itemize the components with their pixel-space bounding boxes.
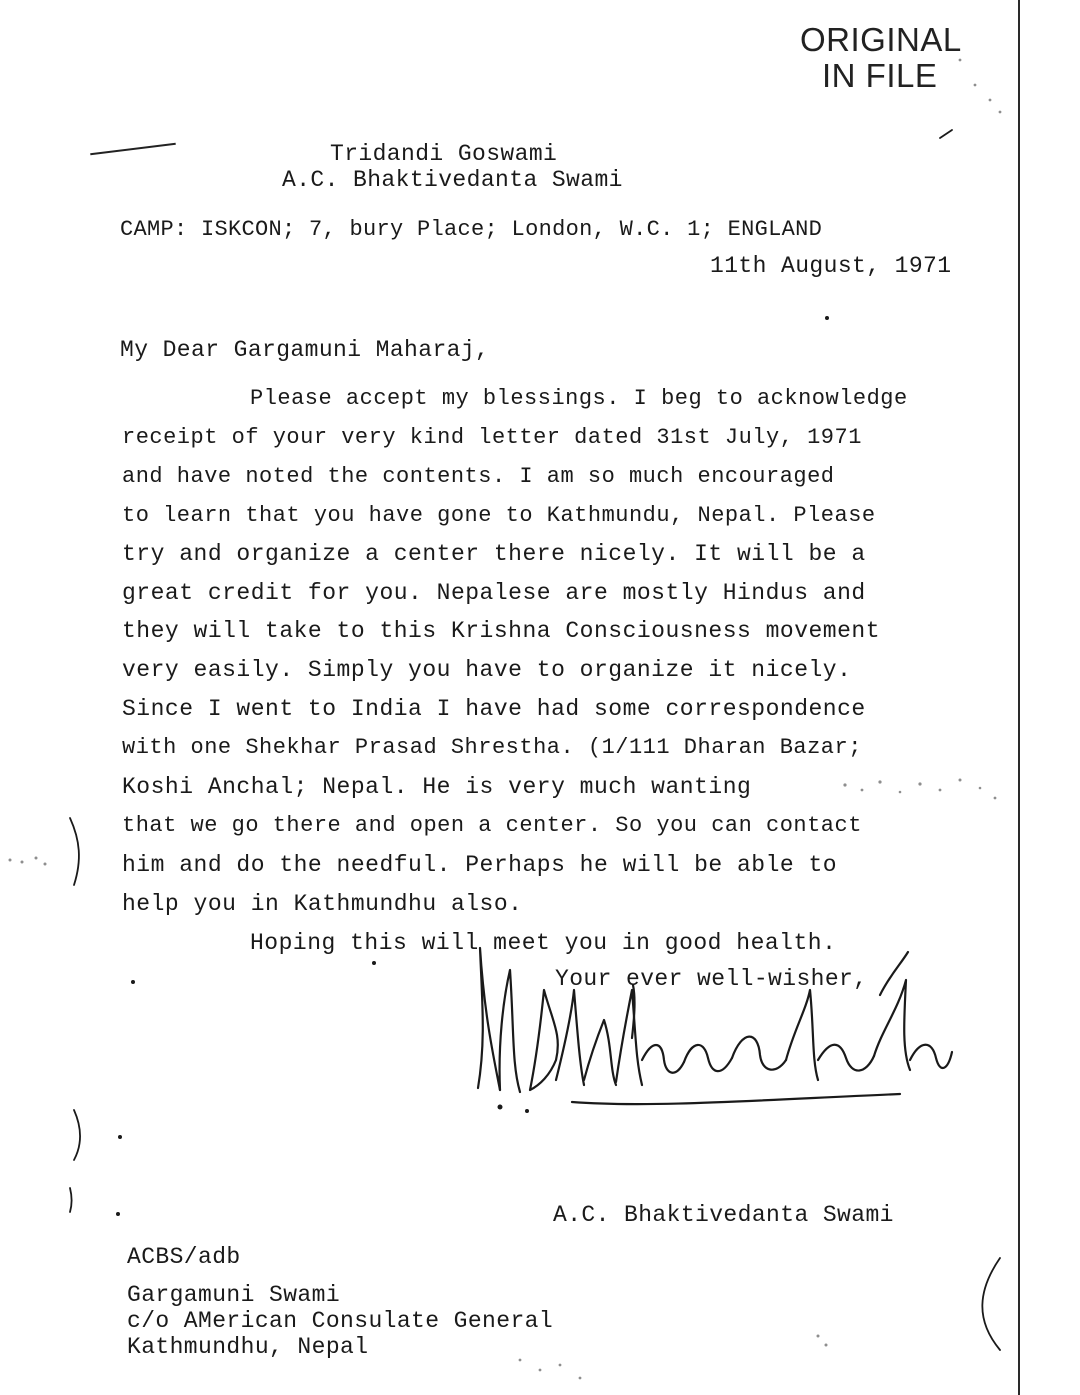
body-line: great credit for you. Nepalese are mostly Hindus and	[122, 580, 866, 606]
printed-signature: A.C. Bhaktivedanta Swami	[553, 1202, 894, 1228]
body-line: Since I went to India I have had some correspondence	[122, 696, 866, 722]
reference-initials: ACBS/adb	[127, 1244, 241, 1270]
sender-name: A.C. Bhaktivedanta Swami	[282, 167, 623, 193]
body-line: help you in Kathmundhu also.	[122, 891, 523, 917]
camp-address: CAMP: ISKCON; 7, bury Place; London, W.C. 1; ENGLAND	[120, 217, 823, 242]
body-line: that we go there and open a center. So you can contact	[122, 813, 862, 838]
body-line: receipt of your very kind letter dated 31st July, 1971	[122, 425, 862, 450]
body-line: with one Shekhar Prasad Shrestha. (1/111 Dharan Bazar;	[122, 735, 862, 760]
body-line: they will take to this Krishna Consciousness movement	[122, 618, 881, 644]
stamp-line-1: ORIGINAL	[800, 21, 962, 58]
body-line: to learn that you have gone to Kathmundu, Nepal. Please	[122, 503, 876, 528]
body-line: very easily. Simply you have to organize it nicely.	[122, 657, 852, 683]
body-line: Please accept my blessings. I beg to acknowledge	[250, 386, 908, 411]
body-line: try and organize a center there nicely. It will be a	[122, 541, 866, 567]
body-line: him and do the needful. Perhaps he will be able to	[122, 852, 838, 878]
body-line: and have noted the contents. I am so much encouraged	[122, 464, 835, 489]
stamp-line-2: IN FILE	[822, 57, 938, 94]
recipient-name: Gargamuni Swami	[127, 1282, 341, 1308]
valediction: Your ever well-wisher,	[555, 966, 868, 992]
recipient-line-2: c/o AMerican Consulate General	[127, 1308, 554, 1334]
body-line: Koshi Anchal; Nepal. He is very much wanting	[122, 774, 752, 800]
closing-line: Hoping this will meet you in good health.	[250, 930, 837, 956]
letter-date: 11th August, 1971	[710, 253, 952, 279]
sender-title: Tridandi Goswami	[330, 141, 558, 167]
recipient-line-3: Kathmundhu, Nepal	[127, 1334, 369, 1360]
salutation: My Dear Gargamuni Maharaj,	[120, 337, 490, 363]
